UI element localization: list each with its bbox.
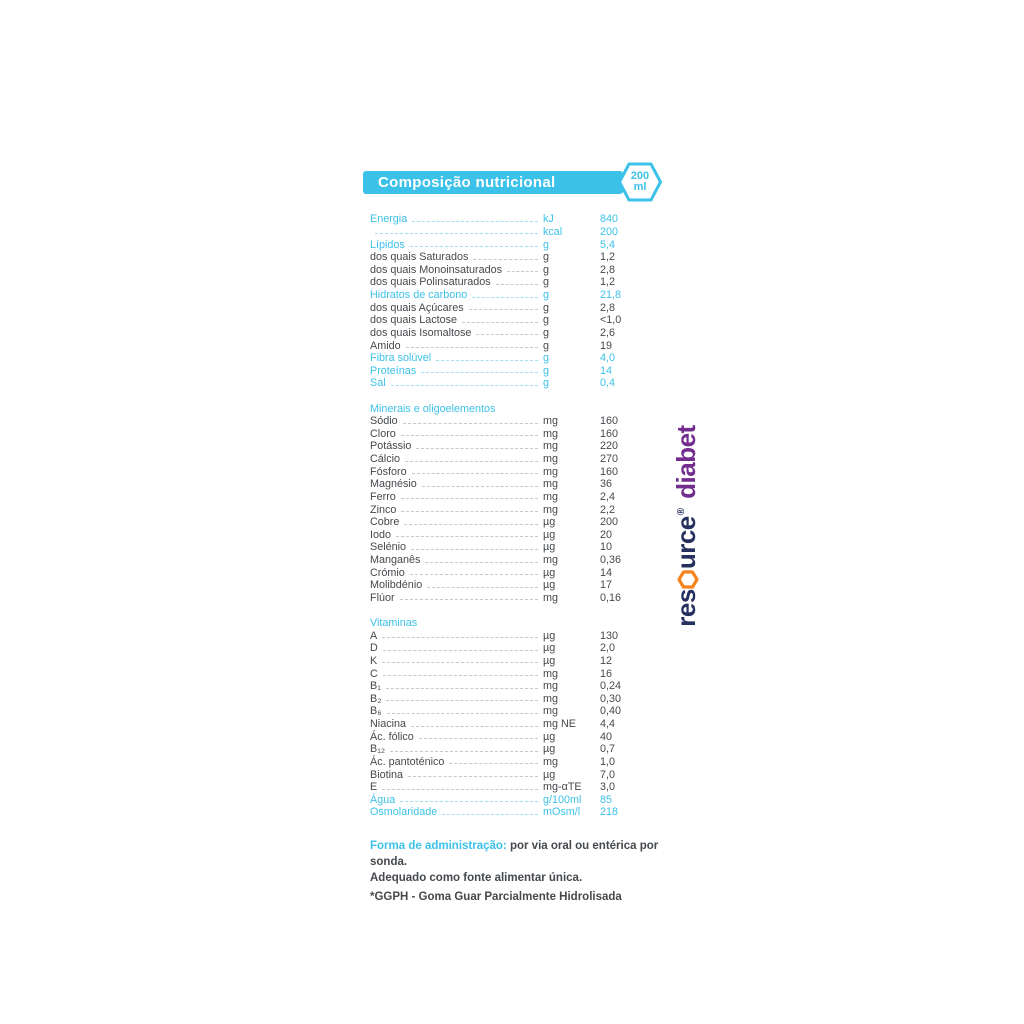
row-leader [382,637,538,638]
table-row [370,642,660,655]
row-unit: g [543,238,550,251]
row-label: Magnésio [370,478,417,491]
table-row [370,541,660,554]
row-label: Ferro [370,490,396,503]
row-leader [401,435,538,436]
row-unit: µg [543,642,556,655]
table-row [370,339,660,352]
table-row [370,566,660,579]
row-label: C [370,667,378,680]
row-leader [469,309,538,310]
row-label: Água [370,793,396,806]
row-value: 160 [600,415,619,428]
row-value: 220 [600,440,619,453]
table-row [370,226,660,239]
row-label: Potássio [370,440,412,453]
table-row [370,768,660,781]
table-row [370,213,660,226]
row-leader [449,763,538,764]
row-label: Niacina [370,718,407,731]
row-unit: µg [543,743,556,756]
row-value: 0,24 [600,680,622,693]
row-leader [383,650,538,651]
table-row [370,705,660,718]
table-row [370,465,660,478]
row-leader [390,751,538,752]
row-label: E [370,781,378,794]
row-leader [387,713,538,714]
row-value: 40 [600,730,613,743]
row-unit: kcal [543,225,563,238]
table-row [370,478,660,491]
logo-registered-mark: ® [676,507,687,516]
row-value: 0,30 [600,692,622,705]
table-row [370,730,660,743]
row-label: Crómio [370,566,405,579]
row-leader [412,221,538,222]
section-header: Vitaminas [370,617,418,630]
row-unit: mg [543,440,558,453]
row-leader [416,448,538,449]
table-row [370,377,660,390]
row-label: Sal [370,377,386,390]
row-unit: µg [543,730,556,743]
row-value: 160 [600,465,619,478]
row-label: Biotina [370,768,404,781]
table-row [370,743,660,756]
table-row [370,718,660,731]
row-value: 2,8 [600,301,616,314]
row-label: Osmolaridade [370,806,438,819]
row-unit: mg [543,415,558,428]
row-unit: mg [543,705,558,718]
table-row [370,238,660,251]
logo-hexagon-o-icon [677,570,699,589]
row-value: 0,4 [600,377,616,390]
row-leader [422,486,538,487]
footnote: *GGPH - Goma Guar Parcialmente Hidrolisada [370,891,622,903]
logo-diabet-text: diabet [671,425,701,499]
row-leader [427,587,538,588]
badge-text [618,162,662,202]
row-unit: mg NE [543,718,576,731]
row-value: 2,6 [600,326,616,339]
table-row [370,503,660,516]
row-label: B₆ [370,705,382,718]
row-value: 160 [600,427,619,440]
row-value: 85 [600,793,613,806]
row-label: Fósforo [370,465,407,478]
row-leader [462,322,538,323]
row-value: 16 [600,667,613,680]
table-row [370,365,660,378]
row-label: Zinco [370,503,397,516]
row-label: Ác. pantoténico [370,755,445,768]
row-leader [410,246,538,247]
logo-resource-text-prefix: res [671,589,701,627]
row-unit: g [543,314,550,327]
row-label: K [370,654,378,667]
row-label: Cloro [370,427,396,440]
row-leader [383,675,538,676]
row-leader [386,700,538,701]
section-header: Minerais e oligoelementos [370,402,496,415]
row-value: 840 [600,213,619,226]
table-row [370,529,660,542]
row-leader [411,726,538,727]
table-row [370,491,660,504]
row-value: 2,0 [600,642,616,655]
table-row [370,251,660,264]
row-unit: µg [543,566,556,579]
brand-logo [663,421,699,631]
row-unit: mg [543,503,558,516]
row-value: 1,2 [600,276,616,289]
row-value: 10 [600,541,613,554]
row-label: D [370,642,378,655]
table-row [370,415,660,428]
row-leader [412,473,538,474]
row-leader [410,574,538,575]
row-unit: g [543,326,550,339]
row-label: Fibra solúvel [370,352,432,365]
row-leader [403,423,538,424]
row-value: 14 [600,566,613,579]
row-value: 12 [600,654,613,667]
row-label: Iodo [370,528,392,541]
row-leader [401,511,538,512]
row-leader [472,297,538,298]
table-row [370,756,660,769]
table-row [370,794,660,807]
administration-note-lead: Forma de administração: [370,840,507,852]
row-label: Proteínas [370,364,417,377]
row-value: 0,40 [600,705,622,718]
row-leader [496,284,538,285]
row-leader [396,536,538,537]
row-leader [375,233,538,234]
row-value: 270 [600,453,619,466]
row-label: B₂ [370,692,382,705]
row-label: Amido [370,339,401,352]
row-label: dos quais Monoinsaturados [370,263,503,276]
row-unit: g [543,251,550,264]
table-row [370,806,660,819]
volume-badge [618,162,662,202]
row-value: 20 [600,528,613,541]
row-label: B₁₂ [370,743,386,756]
row-leader [401,498,538,499]
row-unit: g [543,377,550,390]
nutrition-table [370,213,660,819]
row-value: 14 [600,364,613,377]
row-unit: µg [543,654,556,667]
table-row [370,301,660,314]
row-unit: mg [543,427,558,440]
row-unit: µg [543,629,556,642]
table-row [370,289,660,302]
row-value: 36 [600,478,613,491]
row-label: dos quais Isomaltose [370,326,472,339]
row-value: 2,4 [600,490,616,503]
row-leader [391,385,538,386]
row-leader [411,549,538,550]
row-unit: mg [543,465,558,478]
row-unit: mOsm/l [543,806,581,819]
row-label: Sódio [370,415,398,428]
table-row [370,655,660,668]
row-value: 200 [600,225,619,238]
row-leader [408,776,538,777]
row-leader [400,599,538,600]
row-value: 130 [600,629,619,642]
table-row [370,276,660,289]
table-row [370,428,660,441]
row-label: Cálcio [370,453,401,466]
row-value: 17 [600,579,613,592]
table-row [370,667,660,680]
row-value: 4,0 [600,352,616,365]
row-unit: µg [543,541,556,554]
header-bar [363,171,623,194]
row-leader [382,662,538,663]
row-leader [386,688,538,689]
row-label: Lípidos [370,238,405,251]
row-unit: mg [543,591,558,604]
badge-volume-unit: ml [633,181,647,193]
row-unit: mg [543,680,558,693]
row-value: 2,8 [600,263,616,276]
row-unit: mg [543,667,558,680]
row-unit: µg [543,579,556,592]
row-unit: g [543,339,550,352]
row-leader [405,461,538,462]
table-row [370,352,660,365]
row-leader [382,789,538,790]
row-leader [442,814,538,815]
page-title: Composição nutricional [378,174,556,191]
row-unit: mg [543,453,558,466]
row-leader [419,738,538,739]
table-row [370,440,660,453]
row-value: 3,0 [600,781,616,794]
row-unit: g [543,276,550,289]
row-label: Selénio [370,541,407,554]
row-unit: g [543,263,550,276]
row-label: B₁ [370,680,381,693]
row-unit: µg [543,768,556,781]
row-value: 4,4 [600,718,616,731]
administration-note-text: por via oral ou entérica por sonda. [370,840,659,868]
table-row [370,516,660,529]
row-leader [421,372,538,373]
row-leader [400,801,538,802]
row-value: 1,2 [600,251,616,264]
row-value: 19 [600,339,613,352]
row-label: Manganês [370,554,421,567]
row-leader [406,347,538,348]
table-row [370,554,660,567]
row-value: <1,0 [600,314,622,327]
row-unit: mg [543,554,558,567]
row-unit: mg-αTE [543,781,582,794]
row-label: Ác. fólico [370,730,414,743]
table-row [370,453,660,466]
row-unit: g [543,289,550,302]
row-unit: g [543,352,550,365]
row-value: 1,0 [600,755,616,768]
row-unit: mg [543,478,558,491]
row-leader [436,360,538,361]
row-unit: mg [543,755,558,768]
table-row [370,592,660,605]
row-value: 7,0 [600,768,616,781]
row-unit: g [543,301,550,314]
row-leader [404,524,538,525]
row-value: 0,7 [600,743,616,756]
row-label: Molibdénio [370,579,423,592]
row-value: 218 [600,806,619,819]
row-label: dos quais Açúcares [370,301,464,314]
row-unit: g/100ml [543,793,582,806]
row-unit: µg [543,516,556,529]
row-value: 200 [600,516,619,529]
table-row [370,264,660,277]
row-unit: µg [543,528,556,541]
table-row [370,781,660,794]
row-label: dos quais Lactose [370,314,458,327]
row-unit: g [543,364,550,377]
row-value: 2,2 [600,503,616,516]
row-label: A [370,629,378,642]
row-label: dos quais Saturados [370,251,469,264]
row-value: 0,36 [600,554,622,567]
table-row [370,579,660,592]
row-unit: mg [543,692,558,705]
row-label: Flúor [370,591,395,604]
table-row [370,629,660,642]
table-row [370,327,660,340]
table-row [370,680,660,693]
row-leader [473,259,538,260]
administration-note [370,838,670,886]
row-leader [476,334,538,335]
row-label: Energia [370,213,408,226]
row-label: dos quais Polinsaturados [370,276,491,289]
row-unit: kJ [543,213,554,226]
row-value: 5,4 [600,238,616,251]
row-label: Hidratos de carbono [370,289,468,302]
row-label: Cobre [370,516,400,529]
row-value: 21,8 [600,289,622,302]
row-unit: mg [543,490,558,503]
administration-note-line2: Adequado como fonte alimentar única. [370,872,583,884]
table-row [370,693,660,706]
row-value: 0,16 [600,591,622,604]
logo-resource-text-suffix: urce [671,516,701,570]
row-leader [425,562,538,563]
badge-volume-value: 200 [630,170,650,182]
row-leader [507,271,538,272]
table-row [370,314,660,327]
